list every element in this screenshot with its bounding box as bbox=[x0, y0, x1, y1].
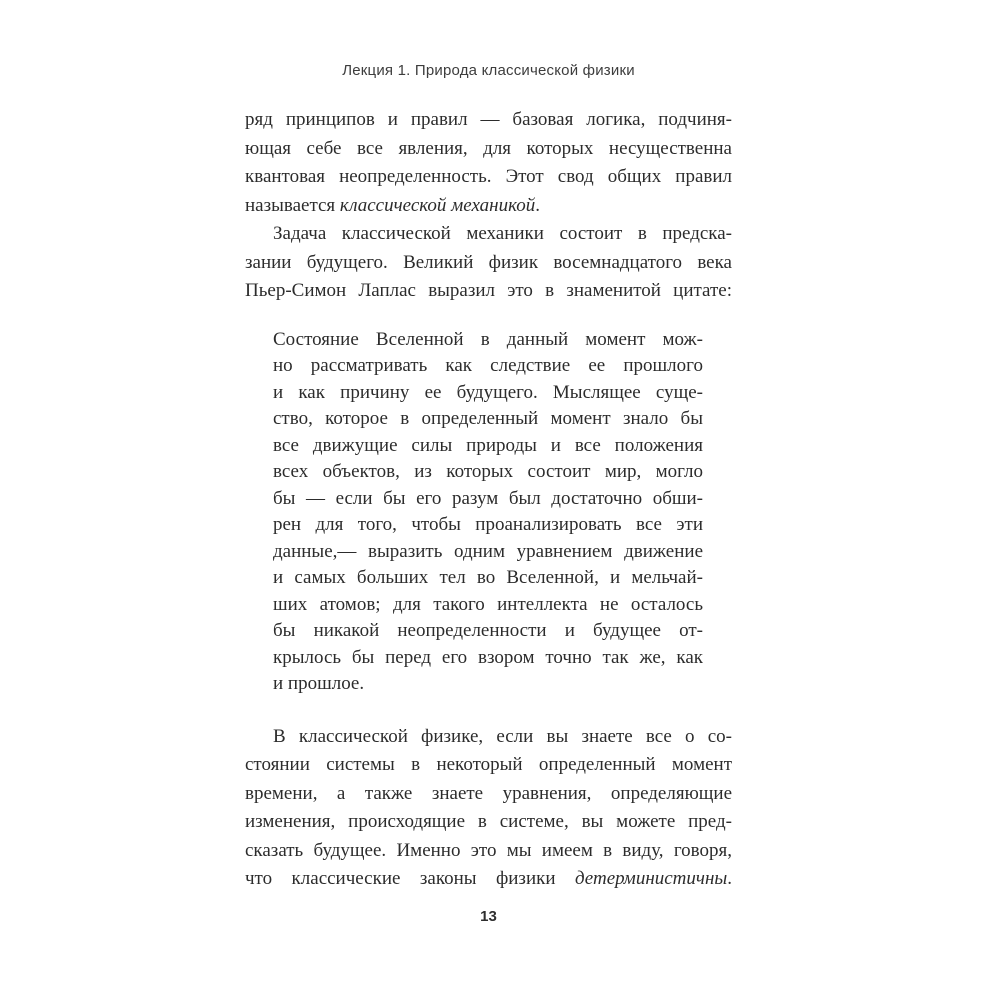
text-line bbox=[273, 671, 703, 698]
text-line bbox=[245, 249, 732, 278]
text-line bbox=[245, 837, 732, 866]
text-line bbox=[245, 751, 732, 780]
text-line bbox=[245, 106, 732, 135]
italic-text: детерминистичны bbox=[574, 868, 728, 889]
text-line bbox=[273, 353, 703, 380]
text-segment: Пьер-Симон Лаплас выразил это в знаменитой цитате: bbox=[245, 280, 732, 301]
text-segment: бы никакой неопределенности и будущее от- bbox=[273, 620, 703, 641]
text-line bbox=[273, 592, 703, 619]
text-segment: ряд принципов и правил — базовая логика, подчиня- bbox=[245, 109, 732, 130]
text-segment: стоянии системы в некоторый определенный момент bbox=[245, 754, 732, 775]
text-segment: ших атомов; для такого интеллекта не осталось bbox=[273, 593, 703, 615]
text-segment: и прошлое. bbox=[273, 673, 365, 694]
text-segment: времени, а также знаете уравнения, определяющие bbox=[245, 782, 732, 804]
text-segment: и самых больших тел во Вселенной, и мельчай- bbox=[273, 567, 703, 588]
text-segment: зании будущего. Великий физик восемнадцатого века bbox=[245, 251, 732, 273]
text-line bbox=[273, 459, 703, 486]
text-segment: все движущие силы природы и все положения bbox=[273, 434, 703, 456]
page-number: 13 bbox=[480, 908, 497, 925]
text-line bbox=[273, 539, 703, 566]
text-segment: Задача классической механики состоит в предска- bbox=[273, 223, 732, 244]
text-segment: В классической физике, если вы знаете все о со- bbox=[273, 725, 732, 747]
text-segment: Состояние Вселенной в данный момент мож- bbox=[273, 328, 703, 350]
text-segment: что классические законы физики bbox=[245, 868, 575, 889]
text-segment: данные,— выразить одним уравнением движение bbox=[273, 540, 703, 562]
text-segment: квантовая неопределенность. Этот свод общих правил bbox=[245, 166, 732, 187]
text-segment: сказать будущее. Именно это мы имеем в виду, говоря, bbox=[245, 839, 732, 861]
paragraph-deterministic bbox=[245, 723, 732, 894]
text-segment: ющая себе все явления, для которых несущественна bbox=[245, 137, 732, 159]
text-segment: . bbox=[727, 868, 732, 889]
text-line bbox=[273, 486, 703, 513]
text-segment: называется bbox=[245, 194, 340, 216]
text-segment: всех объектов, из которых состоит мир, могло bbox=[273, 461, 703, 482]
text-line bbox=[273, 565, 703, 592]
text-line bbox=[273, 433, 703, 460]
text-segment: и как причину ее будущего. Мыслящее суще- bbox=[273, 381, 703, 403]
text-segment: бы — если бы его разум был достаточно обши- bbox=[273, 487, 703, 509]
text-segment: . bbox=[535, 194, 540, 216]
text-segment: изменения, происходящие в системе, вы можете пред- bbox=[245, 811, 732, 832]
paragraph-intro bbox=[245, 106, 732, 220]
text-segment: крылось бы перед его взором точно так же, как bbox=[273, 646, 703, 668]
text-line bbox=[245, 723, 732, 752]
laplace-quote bbox=[273, 327, 703, 698]
text-line bbox=[245, 808, 732, 837]
text-line bbox=[245, 163, 732, 192]
text-line bbox=[245, 780, 732, 809]
text-line bbox=[273, 380, 703, 407]
text-line bbox=[245, 135, 732, 164]
text-block bbox=[245, 106, 732, 894]
italic-text: классической механикой bbox=[339, 194, 536, 216]
text-line bbox=[273, 512, 703, 539]
running-head: Лекция 1. Природа классической физики bbox=[342, 62, 635, 79]
text-line bbox=[245, 220, 732, 249]
paragraph-task bbox=[245, 220, 732, 306]
text-line bbox=[245, 277, 732, 306]
text-line bbox=[245, 865, 732, 894]
text-segment: но рассматривать как следствие ее прошлого bbox=[273, 355, 703, 376]
text-line bbox=[273, 618, 703, 645]
text-segment: ство, которое в определенный момент знало бы bbox=[273, 408, 703, 429]
text-line bbox=[273, 327, 703, 354]
text-line bbox=[273, 645, 703, 672]
text-line bbox=[245, 192, 732, 221]
text-segment: рен для того, чтобы проанализировать все эти bbox=[273, 514, 703, 535]
text-line bbox=[273, 406, 703, 433]
